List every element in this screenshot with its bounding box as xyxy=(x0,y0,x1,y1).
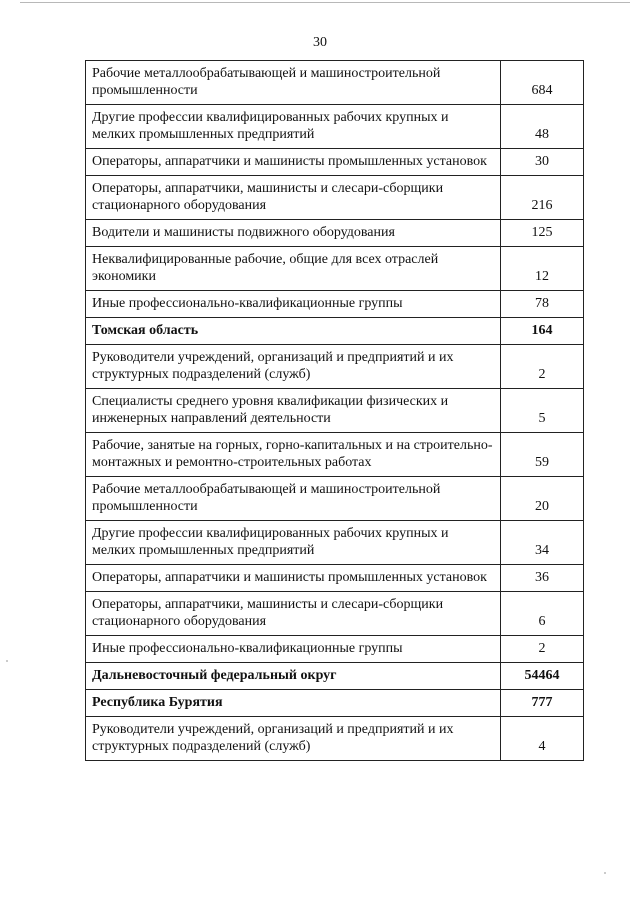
scan-speck xyxy=(6,660,8,662)
region-name-cell: Республика Бурятия xyxy=(86,690,501,717)
occupation-group-cell: Руководители учреждений, организаций и предприятий и их структурных подразделений (служб) xyxy=(86,717,501,761)
page-number: 30 xyxy=(313,35,327,50)
quota-value-cell: 36 xyxy=(501,565,584,592)
occupation-group-cell: Рабочие, занятые на горных, горно-капитальных и на строительно-монтажных и ремонтно-строительных работах xyxy=(86,433,501,477)
occupation-group-cell: Рабочие металлообрабатывающей и машиностроительной промышленности xyxy=(86,61,501,105)
region-row xyxy=(86,690,584,717)
quota-value-cell: 6 xyxy=(501,592,584,636)
table-row xyxy=(86,592,584,636)
table-row xyxy=(86,389,584,433)
quota-value-cell: 5 xyxy=(501,389,584,433)
table-row xyxy=(86,61,584,105)
occupation-group-cell: Неквалифицированные рабочие, общие для всех отраслей экономики xyxy=(86,247,501,291)
table-row xyxy=(86,565,584,592)
quota-value-cell: 30 xyxy=(501,149,584,176)
occupation-group-cell: Иные профессионально-квалификационные группы xyxy=(86,636,501,663)
federal-district-total-cell: 54464 xyxy=(501,663,584,690)
quota-table-body xyxy=(86,61,584,761)
table-row xyxy=(86,636,584,663)
occupation-group-cell: Операторы, аппаратчики, машинисты и слесари-сборщики стационарного оборудования xyxy=(86,176,501,220)
occupation-group-cell: Специалисты среднего уровня квалификации физических и инженерных направлений деятельности xyxy=(86,389,501,433)
quota-value-cell: 216 xyxy=(501,176,584,220)
scan-top-edge xyxy=(20,2,630,3)
occupation-group-cell: Руководители учреждений, организаций и предприятий и их структурных подразделений (служб) xyxy=(86,345,501,389)
quota-value-cell: 20 xyxy=(501,477,584,521)
quota-value-cell: 59 xyxy=(501,433,584,477)
table-row xyxy=(86,477,584,521)
table-row xyxy=(86,291,584,318)
quota-value-cell: 4 xyxy=(501,717,584,761)
occupation-group-cell: Другие профессии квалифицированных рабочих крупных и мелких промышленных предприятий xyxy=(86,521,501,565)
table-row xyxy=(86,247,584,291)
quota-value-cell: 48 xyxy=(501,105,584,149)
federal-district-row xyxy=(86,663,584,690)
table-row xyxy=(86,149,584,176)
quota-value-cell: 684 xyxy=(501,61,584,105)
quota-value-cell: 2 xyxy=(501,345,584,389)
scan-speck xyxy=(604,872,606,874)
occupation-group-cell: Операторы, аппаратчики, машинисты и слесари-сборщики стационарного оборудования xyxy=(86,592,501,636)
quota-value-cell: 2 xyxy=(501,636,584,663)
federal-district-name-cell: Дальневосточный федеральный округ xyxy=(86,663,501,690)
region-total-cell: 164 xyxy=(501,318,584,345)
table-row xyxy=(86,176,584,220)
table-row xyxy=(86,521,584,565)
occupation-group-cell: Другие профессии квалифицированных рабочих крупных и мелких промышленных предприятий xyxy=(86,105,501,149)
region-name-cell: Томская область xyxy=(86,318,501,345)
occupation-group-cell: Иные профессионально-квалификационные группы xyxy=(86,291,501,318)
quota-value-cell: 78 xyxy=(501,291,584,318)
table-row xyxy=(86,717,584,761)
table-row xyxy=(86,345,584,389)
region-row xyxy=(86,318,584,345)
table-row xyxy=(86,105,584,149)
occupation-group-cell: Операторы, аппаратчики и машинисты промышленных установок xyxy=(86,149,501,176)
quota-value-cell: 12 xyxy=(501,247,584,291)
quota-value-cell: 125 xyxy=(501,220,584,247)
table-row xyxy=(86,433,584,477)
occupation-group-cell: Водители и машинисты подвижного оборудования xyxy=(86,220,501,247)
region-total-cell: 777 xyxy=(501,690,584,717)
occupation-group-cell: Операторы, аппаратчики и машинисты промышленных установок xyxy=(86,565,501,592)
quota-value-cell: 34 xyxy=(501,521,584,565)
occupation-group-cell: Рабочие металлообрабатывающей и машиностроительной промышленности xyxy=(86,477,501,521)
quota-table xyxy=(85,60,584,761)
table-row xyxy=(86,220,584,247)
